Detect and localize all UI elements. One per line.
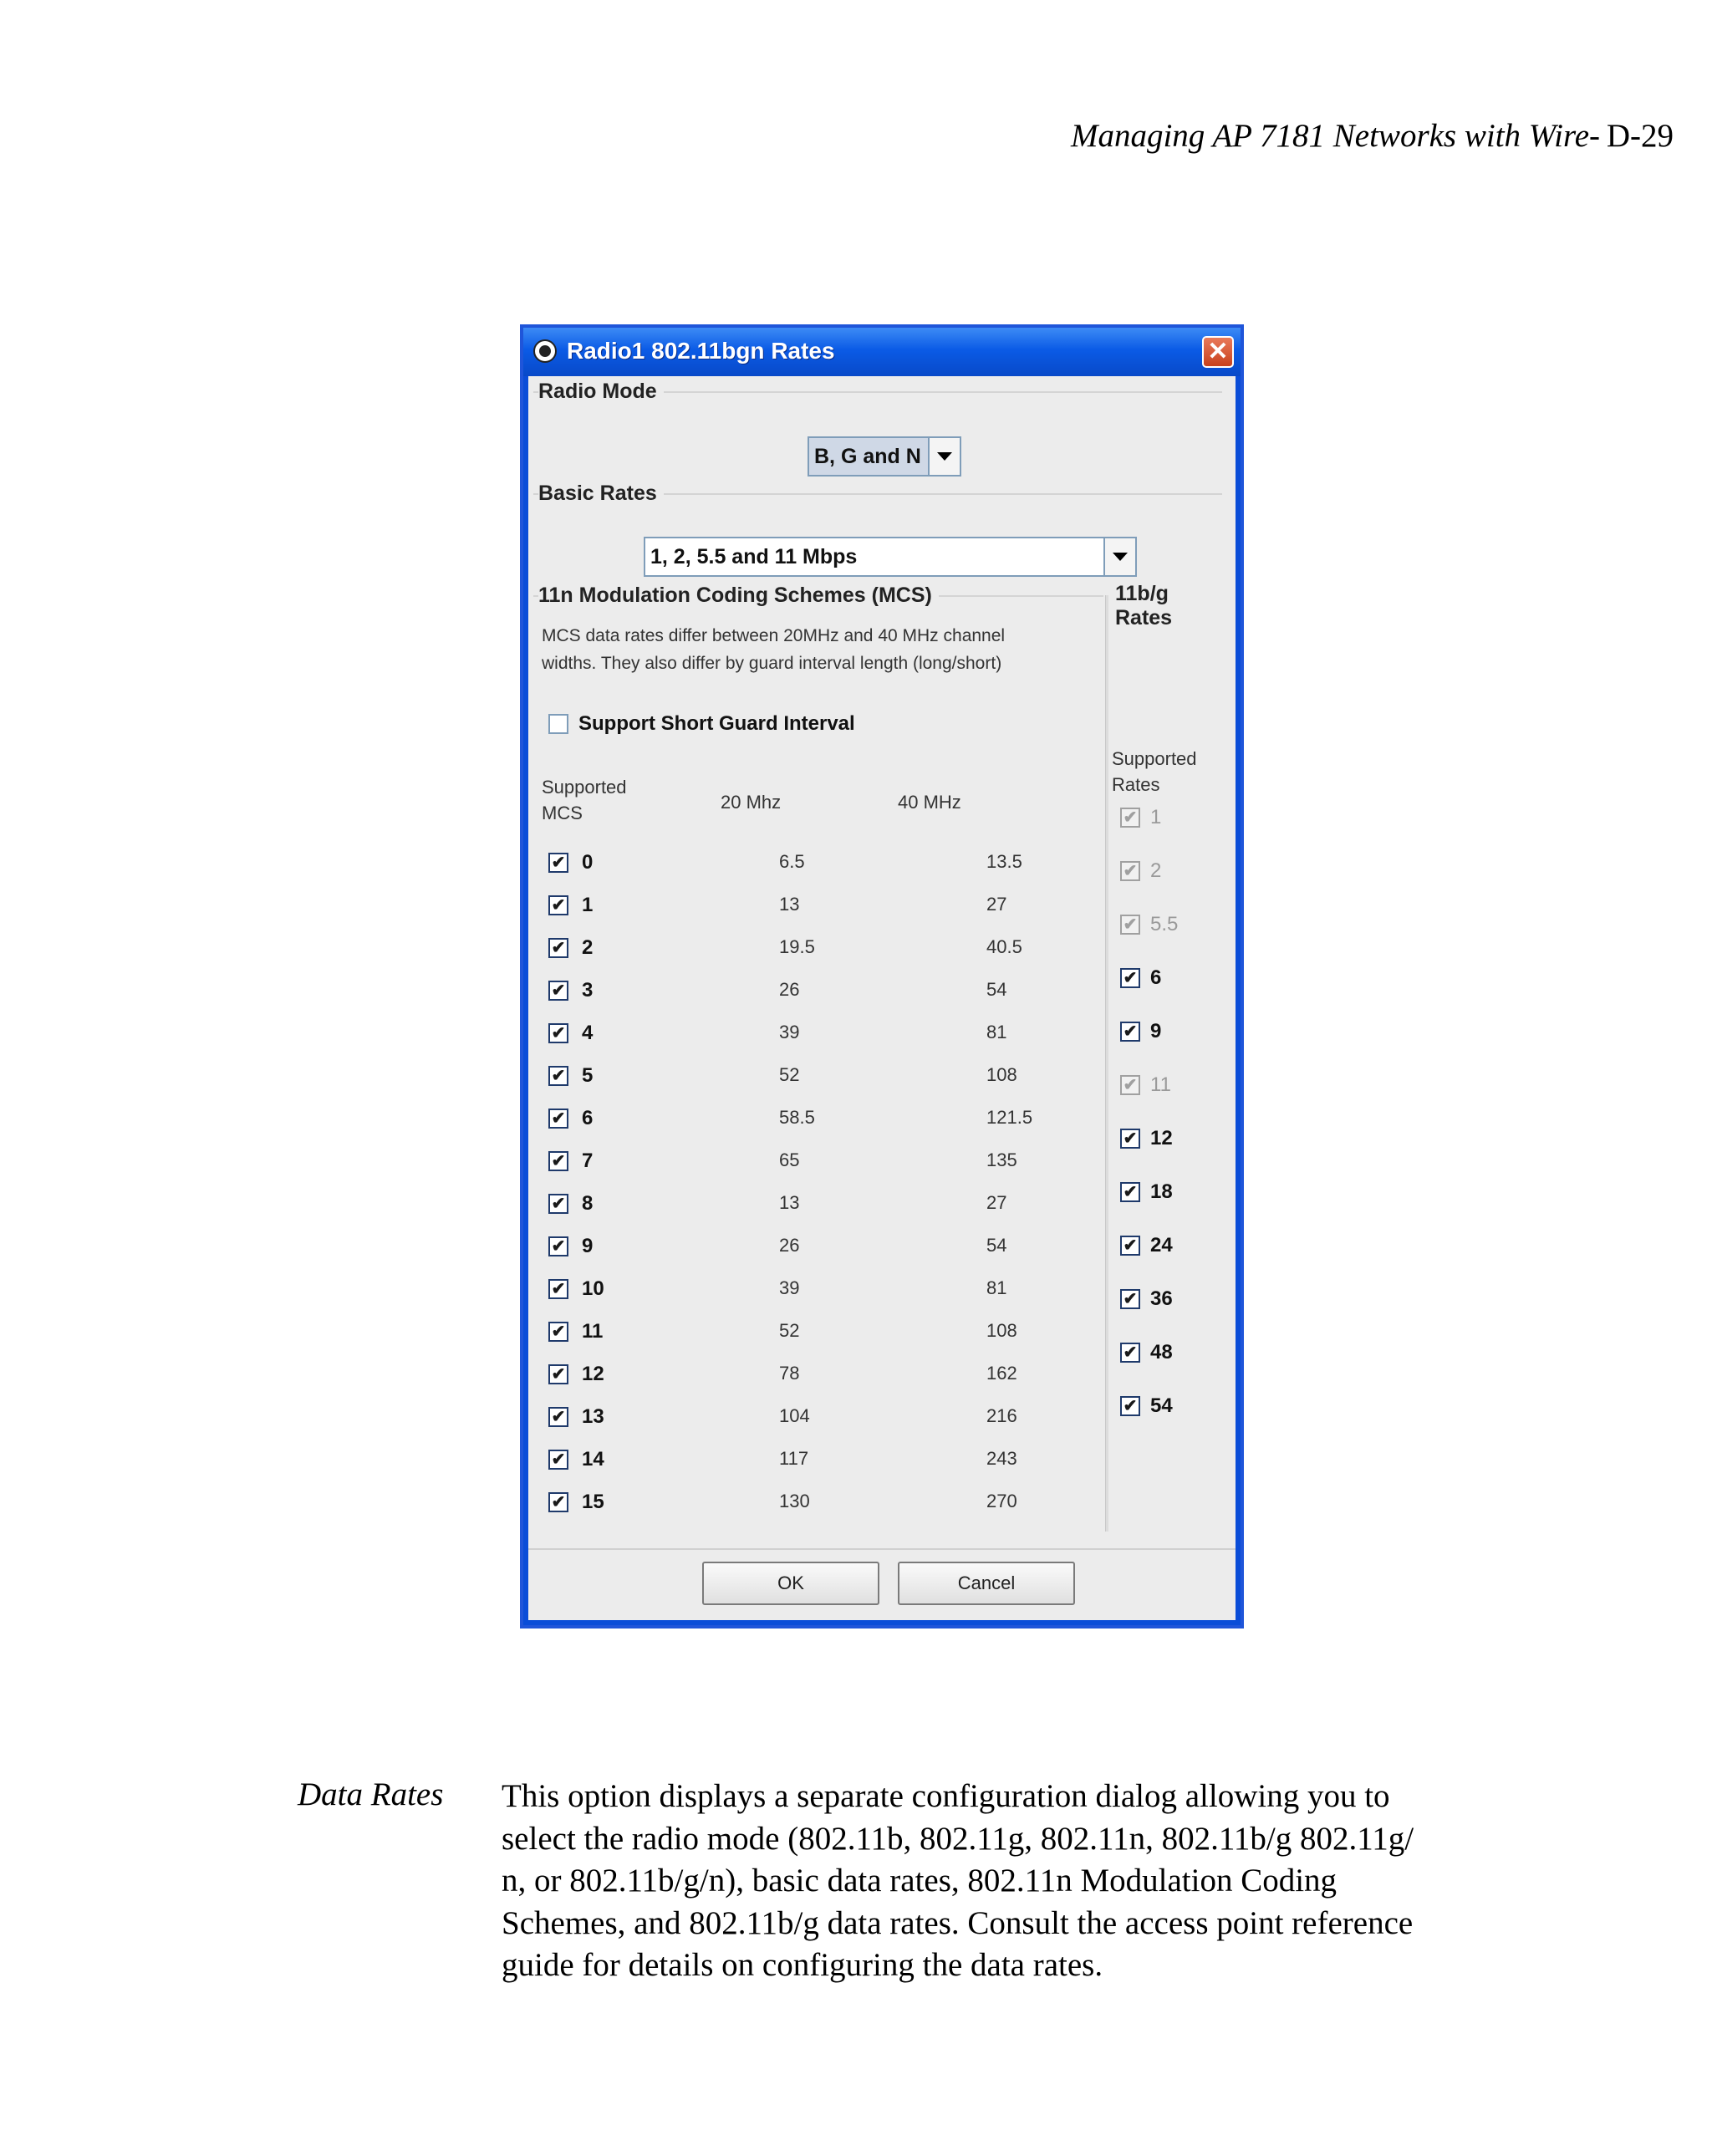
mcs-rate-20mhz: 19.5 (779, 936, 815, 957)
bg-rate-checkbox[interactable]: ✔ (1120, 1343, 1140, 1363)
mcs-row (548, 1149, 1100, 1183)
mcs-checkbox[interactable]: ✔ (548, 1492, 568, 1512)
mcs-index: 6 (582, 1107, 594, 1129)
radio-mode-select[interactable] (808, 436, 961, 477)
mcs-checkbox[interactable]: ✔ (548, 938, 568, 958)
bg-rate-checkbox: ✔ (1120, 808, 1140, 828)
mcs-row (548, 1192, 1100, 1226)
bg-rate-row (1120, 1180, 1237, 1214)
mcs-supported-header-line: Supported (542, 777, 627, 798)
mcs-rate-40mhz: 54 (986, 1235, 1007, 1256)
bg-rate-checkbox[interactable]: ✔ (1120, 1396, 1140, 1416)
mcs-index: 0 (582, 851, 594, 874)
mcs-row (548, 894, 1100, 927)
mcs-index: 11 (582, 1320, 604, 1343)
mcs-rate-20mhz: 52 (779, 1064, 800, 1085)
mcs-row (548, 1320, 1100, 1353)
mcs-rate-40mhz: 162 (986, 1363, 1017, 1384)
bg-rates-label: 11b/g Rates (1115, 582, 1236, 630)
mcs-index: 2 (582, 936, 594, 959)
mcs-row (548, 1235, 1100, 1268)
definition-paragraph (502, 1776, 1505, 1987)
bg-rate-value: 6 (1150, 966, 1162, 989)
mcs-rate-20mhz: 39 (779, 1277, 800, 1298)
paragraph-line: n, or 802.11b/g/n), basic data rates, 802.11n Modulation Coding (502, 1863, 1338, 1899)
dialog-body (528, 376, 1236, 1620)
mcs-rate-40mhz: 40.5 (986, 936, 1022, 957)
mcs-rate-40mhz: 270 (986, 1491, 1017, 1511)
bg-rate-row (1120, 1234, 1237, 1267)
mcs-index: 15 (582, 1491, 604, 1513)
bg-rate-row (1120, 966, 1237, 1000)
mcs-index: 13 (582, 1405, 604, 1428)
bg-rate-value: 2 (1150, 859, 1162, 882)
mcs-row (548, 1491, 1100, 1524)
mcs-index: 7 (582, 1149, 594, 1172)
bg-rate-checkbox[interactable]: ✔ (1120, 968, 1140, 988)
bg-rate-value: 9 (1150, 1020, 1162, 1042)
rates-dialog (520, 324, 1244, 1628)
mcs-checkbox[interactable]: ✔ (548, 1279, 568, 1299)
mcs-rate-20mhz: 117 (779, 1448, 809, 1469)
mcs-rate-40mhz: 27 (986, 894, 1007, 915)
ok-button[interactable]: OK (702, 1562, 879, 1605)
mcs-checkbox[interactable]: ✔ (548, 895, 568, 915)
mcs-checkbox[interactable]: ✔ (548, 1407, 568, 1427)
mcs-rate-40mhz: 54 (986, 979, 1007, 1000)
bg-rate-row (1120, 1020, 1237, 1053)
bg-rate-row (1120, 859, 1237, 893)
mcs-row (548, 1405, 1100, 1439)
col-40mhz-header: 40 MHz (898, 792, 961, 813)
bg-rate-row (1120, 913, 1237, 946)
bg-rate-row (1120, 1341, 1237, 1374)
bg-rate-checkbox: ✔ (1120, 861, 1140, 881)
bg-rate-row (1120, 1073, 1237, 1107)
mcs-rate-40mhz: 243 (986, 1448, 1017, 1469)
bg-rate-value: 18 (1150, 1180, 1173, 1203)
mcs-description-line: MCS data rates differ between 20MHz and 40 MHz channel (542, 626, 1006, 645)
mcs-index: 8 (582, 1192, 594, 1215)
bg-rate-checkbox[interactable]: ✔ (1120, 1182, 1140, 1202)
bg-rate-value: 11 (1150, 1073, 1171, 1096)
mcs-row (548, 1277, 1100, 1311)
basic-rates-label: Basic Rates (538, 482, 664, 506)
bg-rate-row (1120, 1287, 1237, 1321)
bg-rate-checkbox: ✔ (1120, 1075, 1140, 1095)
mcs-supported-header-line: MCS (542, 803, 583, 823)
short-guard-checkbox-box[interactable] (548, 714, 568, 734)
mcs-index: 3 (582, 979, 594, 1002)
dialog-titlebar[interactable] (523, 328, 1241, 376)
mcs-section-label: 11n Modulation Coding Schemes (MCS) (538, 584, 939, 608)
mcs-rate-20mhz: 78 (779, 1363, 800, 1384)
mcs-checkbox[interactable]: ✔ (548, 1364, 568, 1384)
bg-rate-value: 54 (1150, 1394, 1173, 1417)
bg-rate-checkbox[interactable]: ✔ (1120, 1022, 1140, 1042)
mcs-checkbox[interactable]: ✔ (548, 1109, 568, 1129)
bg-supported-column-header (1112, 746, 1197, 798)
mcs-rate-20mhz: 65 (779, 1149, 800, 1170)
mcs-rate-40mhz: 108 (986, 1064, 1017, 1085)
app-logo-icon (533, 339, 557, 363)
bg-rate-value: 48 (1150, 1341, 1173, 1363)
mcs-rate-40mhz: 135 (986, 1149, 1017, 1170)
mcs-checkbox[interactable]: ✔ (548, 1023, 568, 1043)
mcs-rate-20mhz: 130 (779, 1491, 810, 1511)
page-number: D-29 (1606, 118, 1674, 154)
basic-rates-section (533, 482, 1222, 505)
mcs-checkbox[interactable]: ✔ (548, 853, 568, 873)
chevron-down-icon[interactable] (928, 438, 960, 475)
mcs-row (548, 1064, 1100, 1098)
mcs-description-line: widths. They also differ by guard interval length (long/short) (542, 654, 1002, 673)
radio-mode-label: Radio Mode (538, 380, 664, 404)
mcs-index: 12 (582, 1363, 604, 1385)
bg-rate-row (1120, 1127, 1237, 1160)
mcs-index: 5 (582, 1064, 594, 1087)
mcs-rate-20mhz: 13 (779, 1192, 800, 1213)
mcs-checkbox[interactable]: ✔ (548, 1450, 568, 1470)
bg-rate-checkbox[interactable]: ✔ (1120, 1289, 1140, 1309)
bg-rate-value: 5.5 (1150, 913, 1179, 935)
bg-rate-value: 1 (1150, 806, 1162, 828)
mcs-checkbox[interactable]: ✔ (548, 981, 568, 1001)
radio-mode-value: B, G and N (814, 445, 921, 468)
bg-rate-value: 12 (1150, 1127, 1173, 1149)
mcs-rate-20mhz: 52 (779, 1320, 800, 1341)
close-button[interactable]: ✕ (1202, 336, 1234, 368)
bg-supported-header-line: Rates (1112, 774, 1160, 795)
chevron-down-icon[interactable] (1103, 538, 1135, 575)
mcs-rate-20mhz: 6.5 (779, 851, 805, 872)
mcs-rate-20mhz: 26 (779, 1235, 800, 1256)
running-header-title: Managing AP 7181 Networks with Wire- (1070, 118, 1600, 154)
mcs-supported-column-header (542, 774, 627, 826)
paragraph-line: select the radio mode (802.11b, 802.11g, 802.11n, 802.11b/g 802.11g/ (502, 1820, 1414, 1857)
mcs-rate-20mhz: 58.5 (779, 1107, 815, 1128)
mcs-row (548, 1022, 1100, 1055)
mcs-rate-40mhz: 121.5 (986, 1107, 1033, 1128)
cancel-button[interactable]: Cancel (898, 1562, 1075, 1605)
mcs-row (548, 851, 1100, 884)
mcs-rate-40mhz: 13.5 (986, 851, 1022, 872)
dialog-title: Radio1 802.11bgn Rates (567, 338, 835, 364)
mcs-table (548, 851, 1100, 1537)
mcs-checkbox[interactable]: ✔ (548, 1236, 568, 1256)
mcs-row (548, 1363, 1100, 1396)
mcs-checkbox[interactable]: ✔ (548, 1194, 568, 1214)
mcs-row (548, 979, 1100, 1012)
paragraph-line: guide for details on configuring the data rates. (502, 1947, 1103, 1983)
paragraph-line: Schemes, and 802.11b/g data rates. Consult the access point reference (502, 1904, 1414, 1941)
bg-rate-checkbox: ✔ (1120, 915, 1140, 935)
bg-rate-checkbox[interactable]: ✔ (1120, 1129, 1140, 1149)
bg-rates-list (1120, 806, 1237, 1458)
mcs-rate-40mhz: 216 (986, 1405, 1017, 1426)
mcs-checkbox[interactable]: ✔ (548, 1151, 568, 1171)
mcs-rate-20mhz: 13 (779, 894, 800, 915)
mcs-index: 9 (582, 1235, 594, 1257)
bg-supported-header-line: Supported (1112, 748, 1197, 769)
mcs-rate-20mhz: 26 (779, 979, 800, 1000)
mcs-checkbox[interactable]: ✔ (548, 1066, 568, 1086)
mcs-rate-20mhz: 39 (779, 1022, 800, 1042)
mcs-section (533, 584, 1103, 607)
basic-rates-value: 1, 2, 5.5 and 11 Mbps (650, 545, 858, 568)
mcs-index: 10 (582, 1277, 604, 1300)
short-guard-interval-checkbox[interactable] (548, 712, 899, 737)
bg-rate-value: 36 (1150, 1287, 1173, 1310)
paragraph-line: This option displays a separate configuration dialog allowing you to (502, 1778, 1390, 1814)
short-guard-label: Support Short Guard Interval (578, 712, 855, 735)
bg-rate-row (1120, 1394, 1237, 1428)
mcs-row (548, 1448, 1100, 1481)
mcs-index: 14 (582, 1448, 604, 1470)
mcs-checkbox[interactable]: ✔ (548, 1322, 568, 1342)
bg-rate-row (1120, 806, 1237, 839)
mcs-rate-40mhz: 108 (986, 1320, 1017, 1341)
mcs-section-border (1105, 595, 1108, 1532)
radio-mode-section (533, 380, 1222, 403)
mcs-row (548, 936, 1100, 970)
mcs-rate-40mhz: 81 (986, 1277, 1007, 1298)
mcs-rate-40mhz: 81 (986, 1022, 1007, 1042)
bg-rate-value: 24 (1150, 1234, 1173, 1256)
definition-term: Data Rates (298, 1776, 444, 1812)
mcs-rate-20mhz: 104 (779, 1405, 810, 1426)
basic-rates-select[interactable] (644, 537, 1137, 577)
dialog-button-bar (528, 1548, 1236, 1620)
mcs-row (548, 1107, 1100, 1140)
mcs-index: 1 (582, 894, 594, 916)
mcs-index: 4 (582, 1022, 594, 1044)
bg-rate-checkbox[interactable]: ✔ (1120, 1236, 1140, 1256)
col-20mhz-header: 20 Mhz (721, 792, 782, 813)
mcs-rate-40mhz: 27 (986, 1192, 1007, 1213)
mcs-description (542, 622, 1005, 677)
